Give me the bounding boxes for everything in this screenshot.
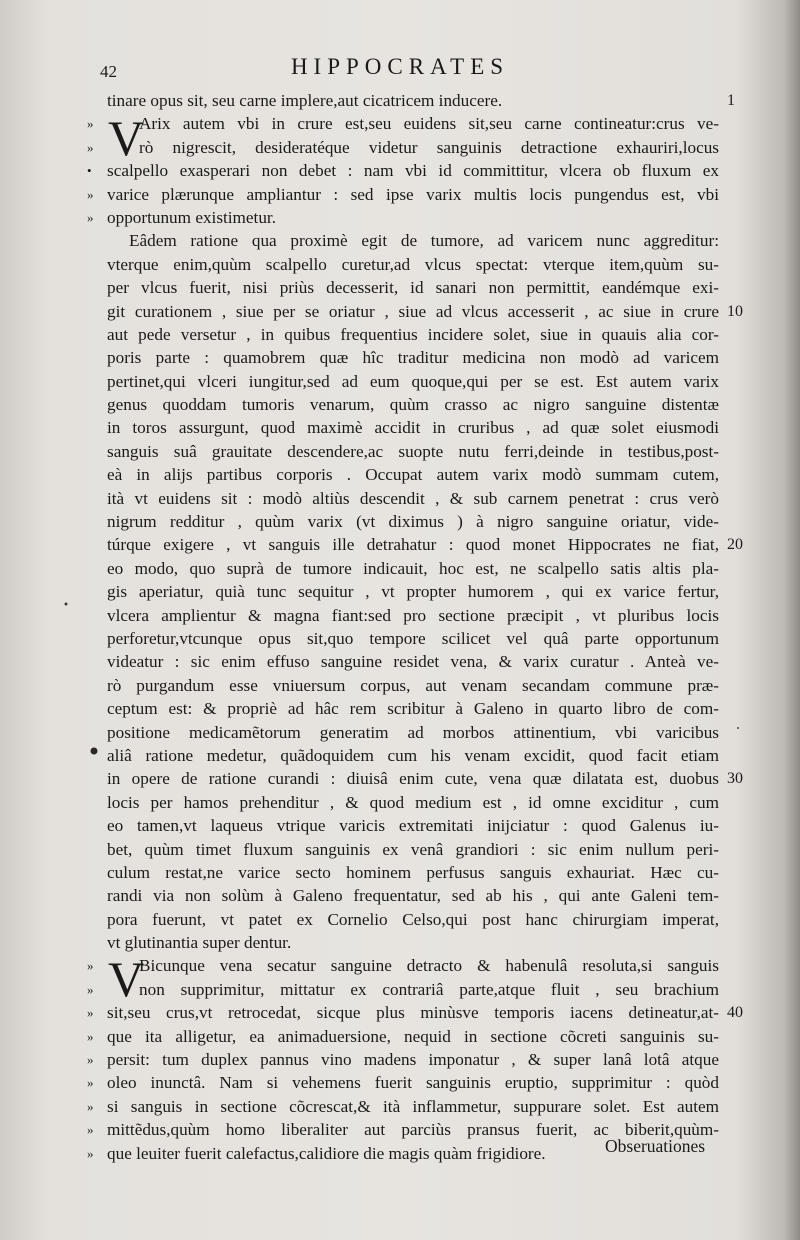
page-number: 42 (100, 62, 117, 81)
margin-quote-mark: » (87, 1075, 94, 1091)
text-line (107, 650, 719, 673)
line-text: si sanguis in sectione cõcrescat,& ità inflammetur, suppurare solet. Est autem (107, 1096, 719, 1116)
text-line (107, 323, 719, 346)
line-text: randi via non solùm à Galeno frequentatur, sed ab his , qui ante Galeni tem- (107, 886, 719, 906)
line-text: aliâ ratione medetur, quãdoquidem cum his venam excidit, quod facit etiam (107, 745, 719, 765)
line-number: 1 (727, 92, 735, 109)
margin-quote-mark: • (87, 163, 92, 179)
line-text: sanguis suâ grauitate descendere,ac suopte nutu ferri,deinde in testibus,post- (107, 441, 719, 461)
drop-capital: V (108, 110, 145, 167)
text-line (107, 510, 719, 533)
text-line (107, 697, 719, 720)
text-line (107, 767, 743, 790)
text-line (107, 674, 719, 697)
line-text: rò purgandum esse vniuersum corpus, aut venam secandam commune præ- (107, 675, 719, 695)
line-text: positione medicamẽtorum generatim ad morbos attinentium, vbi varicibus (107, 722, 719, 742)
margin-quote-mark: » (87, 981, 94, 997)
text-line (87, 159, 719, 182)
text-line (107, 229, 719, 252)
line-text: pora fuerunt, vt patet ex Cornelio Celso,qui post hanc chirurgiam imperat, (107, 909, 719, 929)
line-text: tinare opus sit, seu carne implere,aut cicatricem inducere. (107, 91, 503, 110)
page-header (0, 54, 800, 86)
line-text: eà in alijs partibus corporis . Occupat autem varix modò summam cutem, (107, 465, 719, 485)
text-line (87, 1025, 719, 1048)
line-text: vterque enim,quùm scalpello curetur,ad vlcus spectat: vterque item,quùm su- (107, 254, 719, 274)
text-line (87, 978, 719, 1001)
text-line (107, 416, 719, 439)
text-line (107, 370, 719, 393)
margin-quote-mark: » (87, 1052, 94, 1068)
line-text: mittẽdus,quùm homo liberaliter aut parciùs pransus fuerit, ac biberit,quùm- (107, 1120, 719, 1140)
text-line (107, 791, 719, 814)
line-text: scalpello exasperari non debet : nam vbi id committitur, vlcera ob fluxum ex (107, 161, 719, 181)
text-line (107, 533, 743, 556)
margin-quote-mark: » (87, 1122, 94, 1138)
line-text: persit: tum duplex pannus vino madens imponatur , & super lanâ lotâ atque (107, 1050, 719, 1070)
line-number: 20 (727, 536, 743, 554)
line-text: poris parte : quamobrem quæ hîc traditur medicina non modò ad varicem (107, 348, 719, 368)
text-line (87, 1048, 719, 1071)
text-line (107, 580, 719, 603)
line-text: pertinet,qui vlceri iungitur,sed ad eum quoque,qui per se est. Est autem varix (107, 371, 719, 391)
text-line (107, 487, 719, 510)
line-text: túrque exigere , vt sanguis ille detrahatur : quod monet Hippocrates ne fiat, (107, 535, 719, 555)
running-title: HIPPOCRATES (290, 54, 510, 79)
line-number: 30 (727, 770, 743, 788)
text-line (107, 393, 719, 416)
line-text: in opere de ratione curandi : diuisâ enim cute, vena quæ dilatata est, duobus (107, 769, 719, 789)
margin-quote-mark: » (87, 1005, 94, 1021)
text-line (107, 931, 719, 954)
line-text: videatur : sic enim effuso sanguine residet vena, & varix curatur . Anteà ve- (107, 652, 719, 672)
margin-quote-mark: » (87, 116, 94, 132)
text-line (87, 183, 719, 206)
body-text (87, 89, 743, 1165)
text-line (107, 300, 743, 323)
line-text: bet, quùm timet fluxum sanguinis ex venâ grandiori : sic enim nullum peri- (107, 839, 719, 859)
text-line (87, 1095, 719, 1118)
line-text: in toros assurgunt, quod maximè accidit in cruribus , ad quæ solet eiusmodi (107, 418, 719, 438)
text-line (87, 1001, 743, 1024)
line-text: Arix autem vbi in crure est,seu euidens sit,seu carne contineatur:crus ve- (139, 114, 719, 134)
margin-quote-mark: » (87, 1028, 94, 1044)
line-text: vlcera amplientur & magna fiant:sed pro sectione præcipit , vt pluribus locis (107, 605, 719, 625)
line-text: rò nigrescit, desideratéque videtur sanguinis detractione exhauriri,locus (139, 137, 719, 157)
line-text: locis per hamos prehenditur , & quod medium est , id omne exciditur , cum (107, 792, 719, 812)
margin-quote-mark: » (87, 958, 94, 974)
line-text: nigrum redditur , quùm varix (vt diximus ) à nigro sanguine oriatur, vide- (107, 512, 719, 532)
margin-quote-mark: » (87, 209, 94, 225)
text-line (87, 1071, 719, 1094)
text-line (107, 276, 719, 299)
margin-quote-mark: » (87, 186, 94, 202)
line-text: perforetur,vtcunque opus sit,quo tempore scilicet vel quâ parte opportunum (107, 628, 719, 648)
margin-quote-mark: » (87, 1145, 94, 1161)
line-text: culum restat,ne varice secto hominem perfusus sanguis exhauriat. Hæc cu- (107, 862, 719, 882)
line-text: aut pede versetur , in quibus frequentius incidere solet, siue in quauis alia cor- (107, 324, 719, 344)
margin-quote-mark: » (87, 139, 94, 155)
margin-quote-mark: » (87, 1098, 94, 1114)
line-text: Eâdem ratione qua proximè egit de tumore, ad varicem nunc aggreditur: (129, 231, 719, 251)
line-number: 10 (727, 302, 743, 320)
drop-capital: V (108, 951, 145, 1008)
ink-speck (91, 748, 98, 755)
text-line (107, 861, 719, 884)
ink-speck (65, 603, 68, 606)
text-line (107, 744, 719, 767)
text-line (107, 440, 719, 463)
line-text: varice plærunque ampliantur : sed ipse varix multis locis pungendus est, vbi (107, 184, 719, 204)
line-text: genus quoddam tumoris venarum, quùm crasso ac nigro sanguine distentæ (107, 395, 719, 415)
line-text: Bicunque vena secatur sanguine detracto & habenulâ resoluta,si sanguis (139, 956, 719, 976)
text-line (107, 463, 719, 486)
line-text: vt glutinantia super dentur. (107, 933, 292, 953)
text-line (107, 721, 719, 744)
catchword: Obseruationes (605, 1136, 706, 1156)
line-text: sit,seu crus,vt retrocedat, sicque plus minùsve temporis iacens detineatur,at- (107, 1003, 719, 1023)
text-line (107, 253, 719, 276)
text-line (107, 627, 719, 650)
text-line (107, 346, 719, 369)
line-text: per vlcus fuerit, nisi priùs decesserit, id sanari non permittit, eandémque exi- (107, 278, 719, 298)
line-text: gis aperiatur, quià tunc sequitur , vt propter humorem , qui ex varice fertur, (107, 582, 719, 602)
ink-speck (737, 727, 739, 729)
text-line (107, 557, 719, 580)
text-line (107, 838, 719, 861)
line-text: git curationem , siue per se oriatur , siue ad vlcus accesserit , ac siue in crure (107, 301, 719, 321)
line-text: opportunum existimetur. (107, 207, 276, 227)
line-text: eo modo, quo suprà de tumore indicauit, hoc est, ne scalpello satis altis pla- (107, 558, 719, 578)
line-text: oleo inunctâ. Nam si vehemens fuerit sanguinis eruptio, supprimitur : quòd (107, 1073, 719, 1093)
line-text: que leuiter fuerit calefactus,calidiore die magis quàm frigidiore. (107, 1143, 546, 1163)
text-line (107, 604, 719, 627)
text-line (87, 206, 719, 229)
line-text: non supprimitur, mittatur ex contrariâ parte,atque fluit , seu brachium (139, 979, 719, 999)
text-line (107, 884, 719, 907)
text-line (87, 136, 719, 159)
text-line (107, 814, 719, 837)
line-text: ità vt euidens sit : modò altiùs descendit , & sub carnem penetrat : crus verò (107, 488, 719, 508)
text-line (107, 89, 735, 112)
line-text: eo tamen,vt laqueus vtrique varicis extremitati inijciatur : quod Galenus iu- (107, 816, 719, 836)
text-line (107, 908, 719, 931)
line-text: ceptum est: & propriè ad hâc rem scribitur à Galeno in quarto libro de com- (107, 699, 719, 719)
line-number: 40 (727, 1004, 743, 1022)
line-text: que ita alligetur, ea animaduersione, nequid in sectione cõcreti sanguinis su- (107, 1026, 719, 1046)
